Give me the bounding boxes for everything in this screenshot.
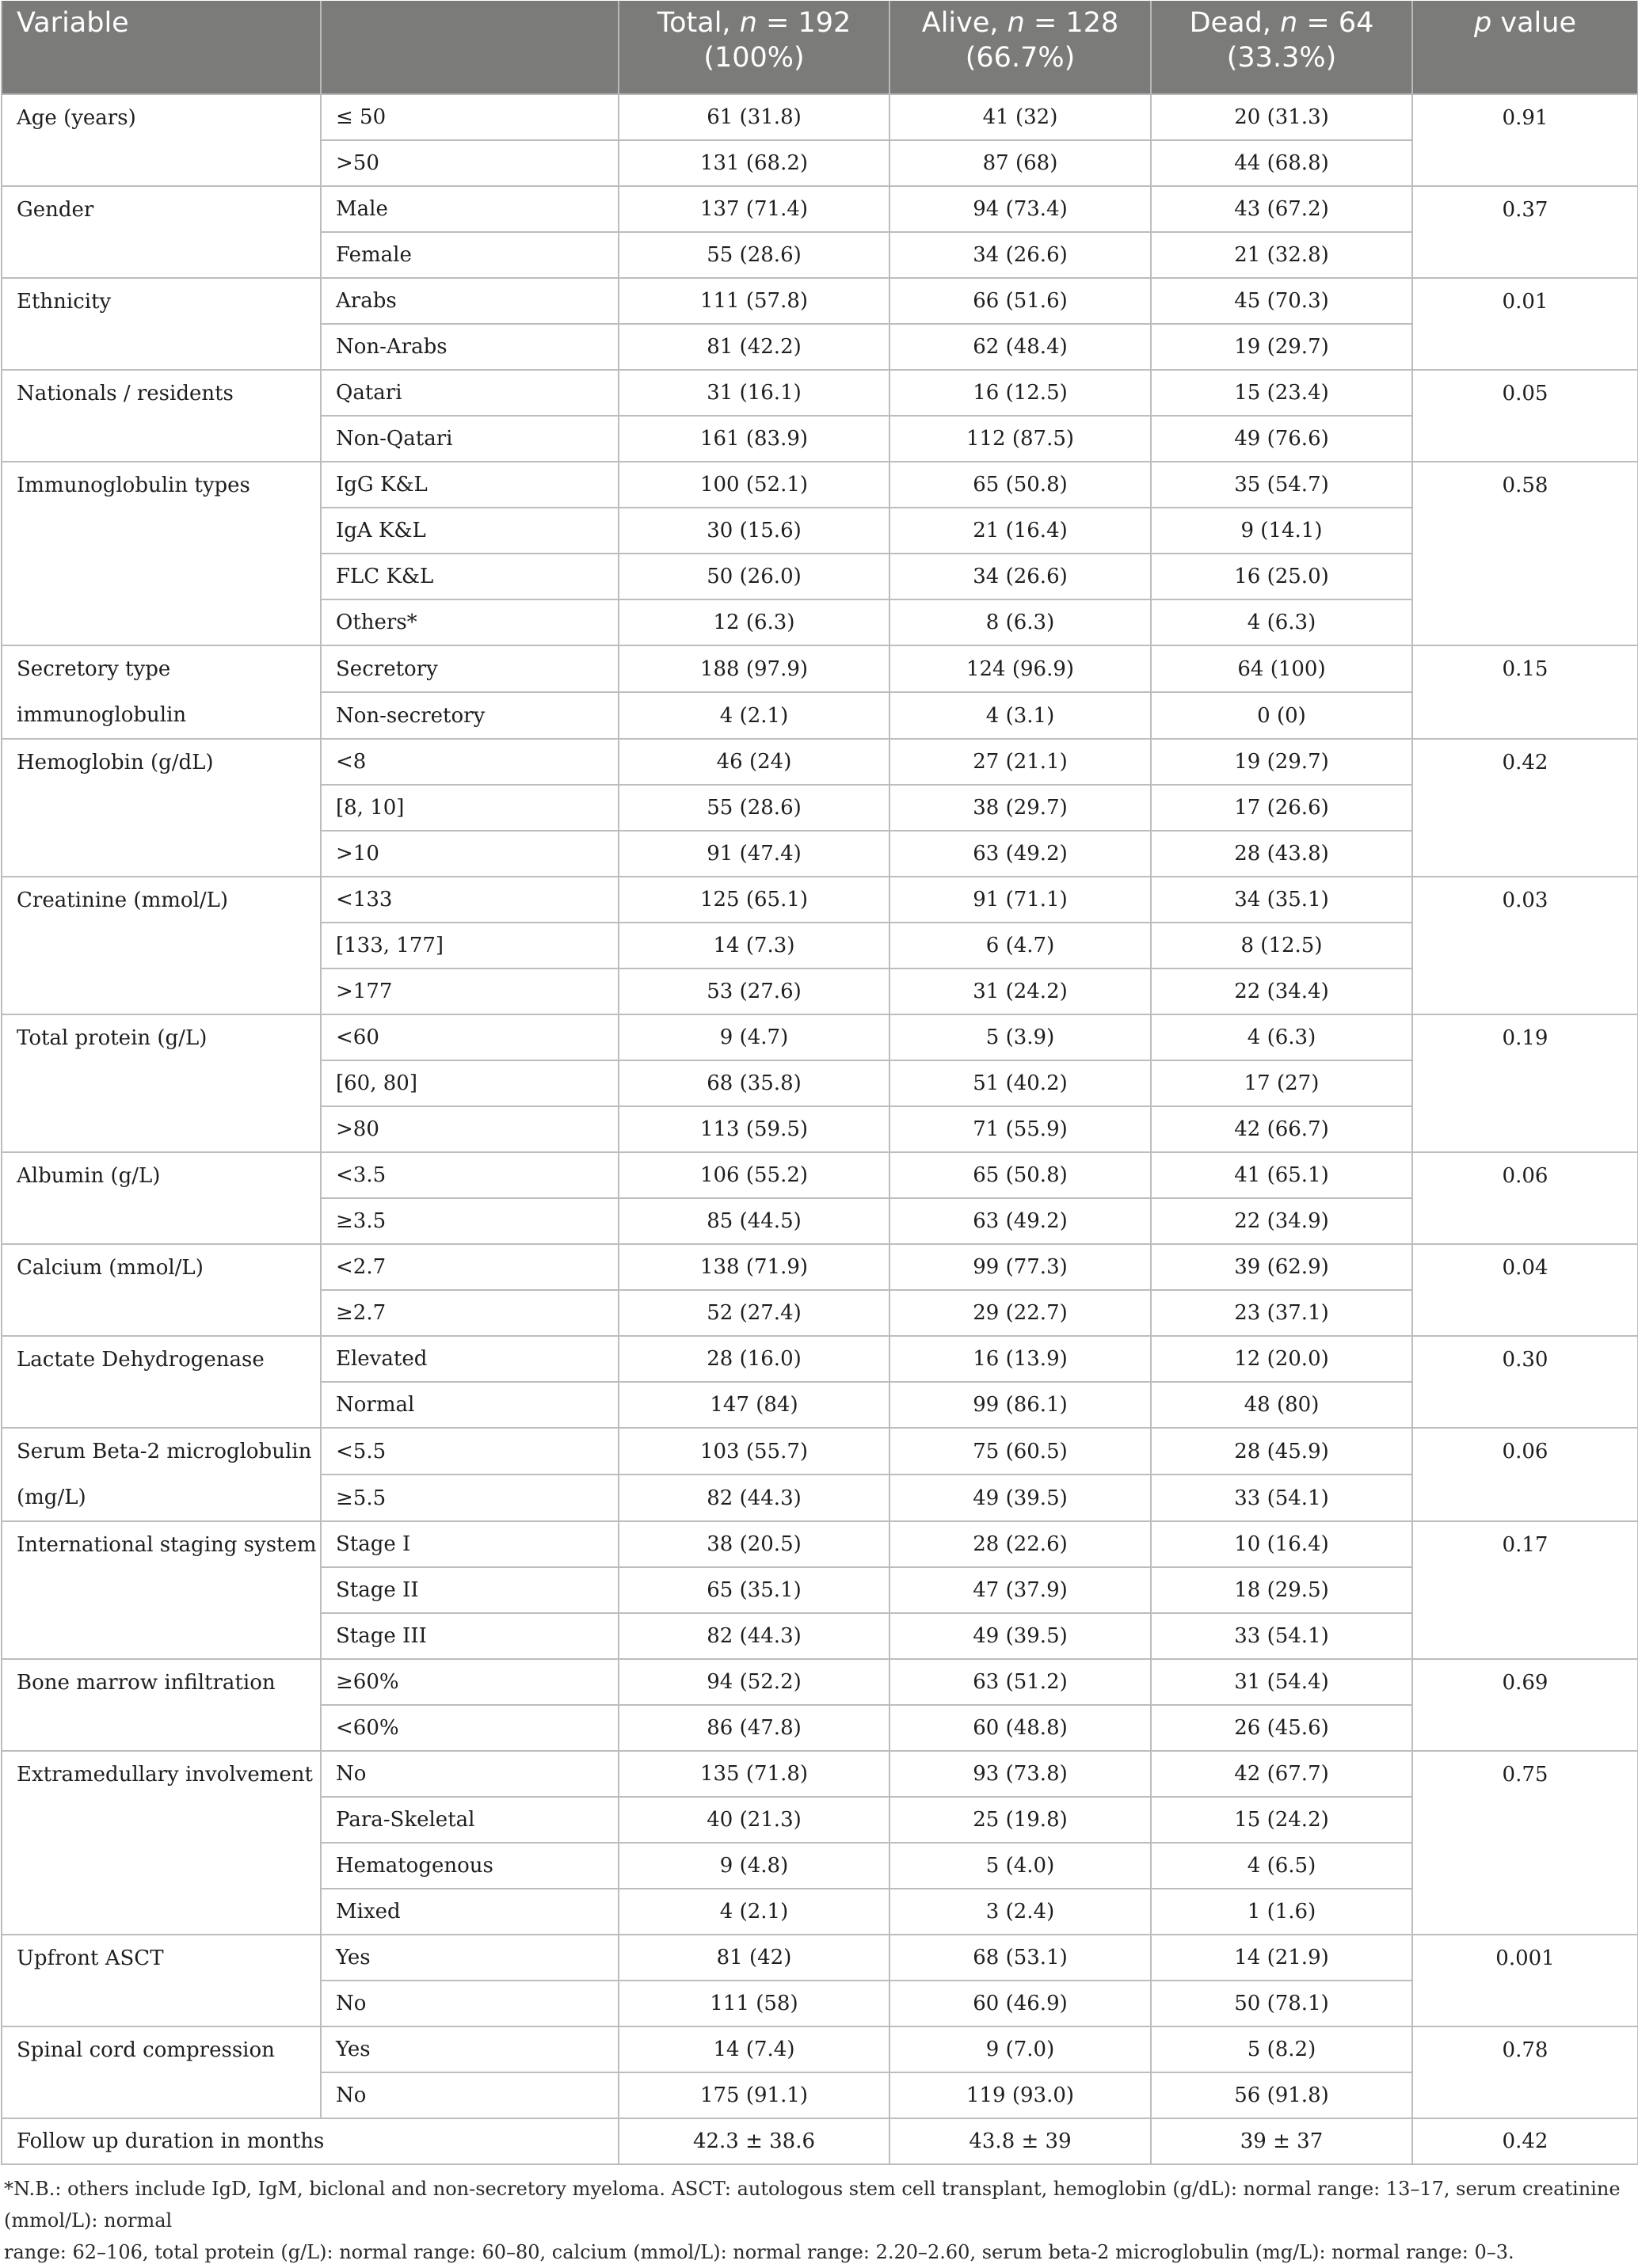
variable-cell [2, 1152, 321, 1244]
total-cell: 137 (71.4) [619, 186, 889, 232]
header-dead-percent: (33.3%) [1226, 42, 1337, 74]
p-value-cell: 0.91 [1412, 94, 1638, 186]
dead-cell: 49 (76.6) [1151, 416, 1412, 462]
table-header [2, 1, 1638, 94]
variable-label: Age (years) [17, 106, 136, 130]
total-cell: 111 (58) [619, 1981, 889, 2026]
alive-cell: 91 (71.1) [889, 877, 1151, 923]
alive-cell: 63 (49.2) [889, 831, 1151, 877]
total-cell: 4 (2.1) [619, 1889, 889, 1935]
variable-cell [2, 94, 321, 186]
followup-alive: 43.8 ± 39 [889, 2118, 1151, 2164]
total-cell: 100 (52.1) [619, 462, 889, 508]
category-cell: Non-Arabs [321, 324, 619, 370]
header-dead [1151, 1, 1412, 94]
header-p-value [1412, 1, 1638, 94]
alive-cell: 99 (77.3) [889, 1244, 1151, 1290]
table-row [2, 1014, 1638, 1060]
category-cell: ≥60% [321, 1659, 619, 1705]
p-value-cell: 0.05 [1412, 370, 1638, 462]
header-alive-percent: (66.7%) [965, 42, 1076, 74]
alive-cell: 16 (13.9) [889, 1336, 1151, 1382]
dead-cell: 14 (21.9) [1151, 1935, 1412, 1981]
alive-cell: 9 (7.0) [889, 2026, 1151, 2072]
variable-label: Ethnicity [17, 290, 112, 314]
p-value-cell: 0.78 [1412, 2026, 1638, 2118]
category-cell: <60% [321, 1705, 619, 1751]
dead-cell: 4 (6.5) [1151, 1843, 1412, 1889]
dead-cell: 56 (91.8) [1151, 2072, 1412, 2118]
total-cell: 82 (44.3) [619, 1475, 889, 1521]
alive-cell: 27 (21.1) [889, 739, 1151, 785]
variable-label: Lactate Dehydrogenase [17, 1348, 265, 1372]
p-value-cell: 0.30 [1412, 1336, 1638, 1428]
dead-cell: 18 (29.5) [1151, 1567, 1412, 1613]
variable-cell [2, 1935, 321, 2026]
dead-cell: 64 (100) [1151, 645, 1412, 692]
dead-cell: 42 (66.7) [1151, 1106, 1412, 1152]
total-cell: 53 (27.6) [619, 968, 889, 1014]
dead-cell: 17 (26.6) [1151, 785, 1412, 831]
dead-cell: 19 (29.7) [1151, 739, 1412, 785]
alive-cell: 49 (39.5) [889, 1613, 1151, 1659]
total-cell: 38 (20.5) [619, 1521, 889, 1567]
variable-label: Secretory type immunoglobulin [17, 657, 187, 727]
category-cell: Stage III [321, 1613, 619, 1659]
variable-cell [2, 1428, 321, 1521]
table-row [2, 1935, 1638, 1981]
header-row [2, 1, 1638, 94]
dead-cell: 41 (65.1) [1151, 1152, 1412, 1198]
variable-cell [2, 645, 321, 739]
category-cell: ≥3.5 [321, 1198, 619, 1244]
total-cell: 82 (44.3) [619, 1613, 889, 1659]
total-cell: 175 (91.1) [619, 2072, 889, 2118]
category-cell: [133, 177] [321, 923, 619, 968]
alive-cell: 3 (2.4) [889, 1889, 1151, 1935]
category-cell: Non-secretory [321, 692, 619, 739]
dead-cell: 28 (45.9) [1151, 1428, 1412, 1475]
total-cell: 125 (65.1) [619, 877, 889, 923]
dead-cell: 22 (34.9) [1151, 1198, 1412, 1244]
dead-cell: 50 (78.1) [1151, 1981, 1412, 2026]
followup-label: Follow up duration in months [2, 2118, 619, 2164]
variable-cell [2, 1014, 321, 1152]
alive-cell: 5 (4.0) [889, 1843, 1151, 1889]
alive-cell: 63 (49.2) [889, 1198, 1151, 1244]
alive-cell: 65 (50.8) [889, 1152, 1151, 1198]
total-cell: 131 (68.2) [619, 140, 889, 186]
variable-label: Extramedullary involvement [17, 1763, 313, 1787]
table-row [2, 94, 1638, 140]
alive-cell: 47 (37.9) [889, 1567, 1151, 1613]
alive-cell: 8 (6.3) [889, 599, 1151, 645]
dead-cell: 19 (29.7) [1151, 324, 1412, 370]
alive-cell: 112 (87.5) [889, 416, 1151, 462]
category-cell: Elevated [321, 1336, 619, 1382]
variable-cell [2, 462, 321, 645]
dead-cell: 22 (34.4) [1151, 968, 1412, 1014]
total-cell: 28 (16.0) [619, 1336, 889, 1382]
category-cell: Qatari [321, 370, 619, 416]
dead-cell: 39 (62.9) [1151, 1244, 1412, 1290]
total-cell: 61 (31.8) [619, 94, 889, 140]
p-value-cell: 0.15 [1412, 645, 1638, 739]
variable-cell [2, 1659, 321, 1751]
dead-cell: 4 (6.3) [1151, 1014, 1412, 1060]
table-row [2, 278, 1638, 324]
category-cell: Mixed [321, 1889, 619, 1935]
category-cell: >80 [321, 1106, 619, 1152]
category-cell: ≤ 50 [321, 94, 619, 140]
category-cell: <3.5 [321, 1152, 619, 1198]
total-cell: 111 (57.8) [619, 278, 889, 324]
category-cell: >177 [321, 968, 619, 1014]
category-cell: FLC K&L [321, 554, 619, 599]
category-cell: Para-Skeletal [321, 1797, 619, 1843]
dead-cell: 10 (16.4) [1151, 1521, 1412, 1567]
total-cell: 103 (55.7) [619, 1428, 889, 1475]
header-dead-n: n [1280, 7, 1298, 39]
variable-cell [2, 739, 321, 877]
total-cell: 91 (47.4) [619, 831, 889, 877]
header-p-symbol: p [1474, 7, 1492, 39]
category-cell: ≥5.5 [321, 1475, 619, 1521]
dead-cell: 4 (6.3) [1151, 599, 1412, 645]
variable-label: Albumin (g/L) [17, 1164, 161, 1188]
variable-label: Total protein (g/L) [17, 1026, 208, 1050]
alive-cell: 31 (24.2) [889, 968, 1151, 1014]
header-total-percent: (100%) [703, 42, 805, 74]
table-row [2, 2026, 1638, 2072]
dead-cell: 0 (0) [1151, 692, 1412, 739]
variable-cell [2, 1244, 321, 1336]
alive-cell: 68 (53.1) [889, 1935, 1151, 1981]
dead-cell: 1 (1.6) [1151, 1889, 1412, 1935]
variable-cell [2, 1521, 321, 1659]
variable-label: International staging system [17, 1533, 317, 1557]
header-alive-label: Alive, [921, 7, 999, 39]
category-cell: Hematogenous [321, 1843, 619, 1889]
table-row [2, 1521, 1638, 1567]
header-variable: Variable [2, 1, 321, 94]
dead-cell: 43 (67.2) [1151, 186, 1412, 232]
header-alive-n: n [1007, 7, 1025, 39]
p-value-cell: 0.42 [1412, 739, 1638, 877]
results-table [1, 1, 1638, 2165]
category-cell: Secretory [321, 645, 619, 692]
total-cell: 188 (97.9) [619, 645, 889, 692]
header-total-label: Total, [657, 7, 731, 39]
variable-cell [2, 1336, 321, 1428]
category-cell: No [321, 1981, 619, 2026]
total-cell: 46 (24) [619, 739, 889, 785]
alive-cell: 34 (26.6) [889, 232, 1151, 278]
alive-cell: 5 (3.9) [889, 1014, 1151, 1060]
alive-cell: 71 (55.9) [889, 1106, 1151, 1152]
dead-cell: 33 (54.1) [1151, 1475, 1412, 1521]
dead-cell: 20 (31.3) [1151, 94, 1412, 140]
alive-cell: 29 (22.7) [889, 1290, 1151, 1336]
p-value-cell: 0.001 [1412, 1935, 1638, 2026]
table-row [2, 645, 1638, 692]
variable-cell [2, 278, 321, 370]
variable-label: Spinal cord compression [17, 2038, 275, 2062]
alive-cell: 119 (93.0) [889, 2072, 1151, 2118]
category-cell: <2.7 [321, 1244, 619, 1290]
total-cell: 85 (44.5) [619, 1198, 889, 1244]
header-p-label: value [1500, 7, 1576, 39]
category-cell: Others* [321, 599, 619, 645]
alive-cell: 63 (51.2) [889, 1659, 1151, 1705]
dead-cell: 34 (35.1) [1151, 877, 1412, 923]
dead-cell: 21 (32.8) [1151, 232, 1412, 278]
p-value-cell: 0.01 [1412, 278, 1638, 370]
dead-cell: 16 (25.0) [1151, 554, 1412, 599]
alive-cell: 16 (12.5) [889, 370, 1151, 416]
table-row [2, 1659, 1638, 1705]
p-value-cell: 0.19 [1412, 1014, 1638, 1152]
variable-label: Nationals / residents [17, 382, 234, 405]
followup-row [2, 2118, 1638, 2164]
dead-cell: 8 (12.5) [1151, 923, 1412, 968]
category-cell: Normal [321, 1382, 619, 1428]
variable-label: Bone marrow infiltration [17, 1671, 276, 1695]
alive-cell: 66 (51.6) [889, 278, 1151, 324]
p-value-cell: 0.37 [1412, 186, 1638, 278]
footnote-line-1: *N.B.: others include IgD, IgM, biclonal and non-secretory myeloma. ASCT: autologous stem cell transplant, hemoglobin (g/dL): normal range: 13–17, serum creatinine (mmol/L): normal [4, 2178, 1621, 2232]
total-cell: 68 (35.8) [619, 1060, 889, 1106]
followup-total: 42.3 ± 38.6 [619, 2118, 889, 2164]
total-cell: 147 (84) [619, 1382, 889, 1428]
category-cell: >50 [321, 140, 619, 186]
dead-cell: 23 (37.1) [1151, 1290, 1412, 1336]
alive-cell: 87 (68) [889, 140, 1151, 186]
total-cell: 135 (71.8) [619, 1751, 889, 1797]
category-cell: <133 [321, 877, 619, 923]
category-cell: <60 [321, 1014, 619, 1060]
p-value-cell: 0.75 [1412, 1751, 1638, 1935]
category-cell: ≥2.7 [321, 1290, 619, 1336]
header-alive-count: = 128 [1033, 7, 1119, 39]
alive-cell: 60 (48.8) [889, 1705, 1151, 1751]
variable-cell [2, 1751, 321, 1935]
dead-cell: 12 (20.0) [1151, 1336, 1412, 1382]
total-cell: 94 (52.2) [619, 1659, 889, 1705]
variable-label: Serum Beta-2 microglobulin (mg/L) [17, 1440, 312, 1509]
total-cell: 50 (26.0) [619, 554, 889, 599]
dead-cell: 45 (70.3) [1151, 278, 1412, 324]
variable-label: Calcium (mmol/L) [17, 1256, 204, 1280]
category-cell: IgA K&L [321, 508, 619, 554]
variable-cell [2, 186, 321, 278]
total-cell: 52 (27.4) [619, 1290, 889, 1336]
total-cell: 81 (42.2) [619, 324, 889, 370]
footnote-line-2: range: 62–106, total protein (g/L): normal range: 60–80, calcium (mmol/L): normal range: 2.20–2.60, serum beta-2 microglobulin (mg/L): normal range: 0–3. [4, 2241, 1514, 2263]
dead-cell: 44 (68.8) [1151, 140, 1412, 186]
category-cell: Non-Qatari [321, 416, 619, 462]
category-cell: Stage I [321, 1521, 619, 1567]
dead-cell: 42 (67.7) [1151, 1751, 1412, 1797]
alive-cell: 94 (73.4) [889, 186, 1151, 232]
category-cell: Yes [321, 2026, 619, 2072]
total-cell: 161 (83.9) [619, 416, 889, 462]
total-cell: 65 (35.1) [619, 1567, 889, 1613]
category-cell: [8, 10] [321, 785, 619, 831]
alive-cell: 93 (73.8) [889, 1751, 1151, 1797]
p-value-cell: 0.06 [1412, 1428, 1638, 1521]
total-cell: 4 (2.1) [619, 692, 889, 739]
header-alive [889, 1, 1151, 94]
variable-cell [2, 877, 321, 1014]
header-total [619, 1, 889, 94]
category-cell: [60, 80] [321, 1060, 619, 1106]
followup-p-value: 0.42 [1412, 2118, 1638, 2164]
category-cell: Stage II [321, 1567, 619, 1613]
total-cell: 113 (59.5) [619, 1106, 889, 1152]
variable-label: Hemoglobin (g/dL) [17, 751, 214, 774]
category-cell: >10 [321, 831, 619, 877]
variable-label: Upfront ASCT [17, 1946, 164, 1970]
dead-cell: 35 (54.7) [1151, 462, 1412, 508]
table-row [2, 462, 1638, 508]
variable-label: Creatinine (mmol/L) [17, 889, 229, 912]
category-cell: <8 [321, 739, 619, 785]
total-cell: 14 (7.4) [619, 2026, 889, 2072]
alive-cell: 99 (86.1) [889, 1382, 1151, 1428]
total-cell: 106 (55.2) [619, 1152, 889, 1198]
total-cell: 81 (42) [619, 1935, 889, 1981]
total-cell: 55 (28.6) [619, 785, 889, 831]
table-row [2, 370, 1638, 416]
dead-cell: 17 (27) [1151, 1060, 1412, 1106]
variable-cell [2, 370, 321, 462]
alive-cell: 4 (3.1) [889, 692, 1151, 739]
variable-cell [2, 2026, 321, 2118]
table-footnote [4, 2173, 1628, 2268]
alive-cell: 62 (48.4) [889, 324, 1151, 370]
header-category [321, 1, 619, 94]
variable-label: Gender [17, 198, 94, 222]
header-total-count: = 192 [766, 7, 851, 39]
variable-label: Immunoglobulin types [17, 474, 250, 497]
alive-cell: 65 (50.8) [889, 462, 1151, 508]
total-cell: 55 (28.6) [619, 232, 889, 278]
p-value-cell: 0.17 [1412, 1521, 1638, 1659]
table-row [2, 877, 1638, 923]
total-cell: 40 (21.3) [619, 1797, 889, 1843]
alive-cell: 34 (26.6) [889, 554, 1151, 599]
alive-cell: 25 (19.8) [889, 1797, 1151, 1843]
table-row [2, 186, 1638, 232]
total-cell: 86 (47.8) [619, 1705, 889, 1751]
alive-cell: 75 (60.5) [889, 1428, 1151, 1475]
alive-cell: 6 (4.7) [889, 923, 1151, 968]
table-row [2, 1152, 1638, 1198]
dead-cell: 15 (24.2) [1151, 1797, 1412, 1843]
alive-cell: 38 (29.7) [889, 785, 1151, 831]
total-cell: 12 (6.3) [619, 599, 889, 645]
total-cell: 9 (4.7) [619, 1014, 889, 1060]
table-row [2, 1336, 1638, 1382]
category-cell: No [321, 2072, 619, 2118]
table-row [2, 1244, 1638, 1290]
p-value-cell: 0.04 [1412, 1244, 1638, 1336]
alive-cell: 21 (16.4) [889, 508, 1151, 554]
dead-cell: 48 (80) [1151, 1382, 1412, 1428]
alive-cell: 41 (32) [889, 94, 1151, 140]
header-dead-count: = 64 [1306, 7, 1374, 39]
alive-cell: 124 (96.9) [889, 645, 1151, 692]
dead-cell: 33 (54.1) [1151, 1613, 1412, 1659]
alive-cell: 51 (40.2) [889, 1060, 1151, 1106]
total-cell: 31 (16.1) [619, 370, 889, 416]
total-cell: 138 (71.9) [619, 1244, 889, 1290]
dead-cell: 26 (45.6) [1151, 1705, 1412, 1751]
table-row [2, 1751, 1638, 1797]
dead-cell: 31 (54.4) [1151, 1659, 1412, 1705]
table-row [2, 1428, 1638, 1475]
total-cell: 9 (4.8) [619, 1843, 889, 1889]
table-body [2, 94, 1638, 2164]
p-value-cell: 0.58 [1412, 462, 1638, 645]
total-cell: 14 (7.3) [619, 923, 889, 968]
p-value-cell: 0.06 [1412, 1152, 1638, 1244]
dead-cell: 28 (43.8) [1151, 831, 1412, 877]
dead-cell: 5 (8.2) [1151, 2026, 1412, 2072]
category-cell: Yes [321, 1935, 619, 1981]
alive-cell: 28 (22.6) [889, 1521, 1151, 1567]
category-cell: Male [321, 186, 619, 232]
category-cell: No [321, 1751, 619, 1797]
dead-cell: 15 (23.4) [1151, 370, 1412, 416]
table-row [2, 739, 1638, 785]
header-dead-label: Dead, [1189, 7, 1271, 39]
category-cell: Arabs [321, 278, 619, 324]
header-total-n: n [739, 7, 757, 39]
alive-cell: 49 (39.5) [889, 1475, 1151, 1521]
category-cell: Female [321, 232, 619, 278]
dead-cell: 9 (14.1) [1151, 508, 1412, 554]
p-value-cell: 0.03 [1412, 877, 1638, 1014]
category-cell: <5.5 [321, 1428, 619, 1475]
category-cell: IgG K&L [321, 462, 619, 508]
alive-cell: 60 (46.9) [889, 1981, 1151, 2026]
p-value-cell: 0.69 [1412, 1659, 1638, 1751]
followup-dead: 39 ± 37 [1151, 2118, 1412, 2164]
total-cell: 30 (15.6) [619, 508, 889, 554]
